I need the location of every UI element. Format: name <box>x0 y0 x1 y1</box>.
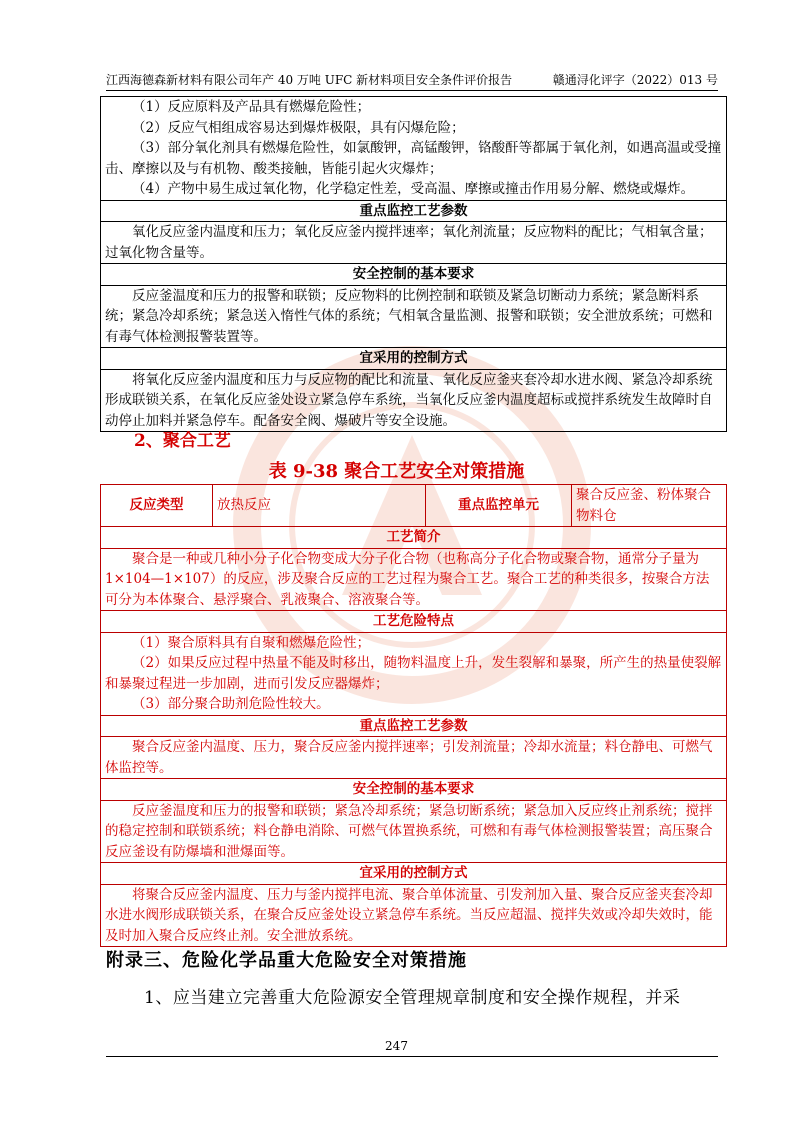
table-row <box>101 222 727 264</box>
polymerization-process-table <box>100 484 727 947</box>
section-heading-cell: 重点监控工艺参数 <box>101 715 727 737</box>
section-heading-cell: 重点监控工艺参数 <box>101 200 727 222</box>
section-heading-cell: 宜采用的控制方式 <box>101 863 727 885</box>
table-row <box>101 285 727 348</box>
table-row <box>101 369 727 432</box>
param-cell <box>101 737 727 779</box>
hazard-item: （1）聚合原料具有自聚和燃爆危险性； <box>132 634 371 651</box>
intro-cell <box>101 548 727 611</box>
table-row <box>101 200 727 222</box>
body-paragraph: 1、应当建立完善重大危险源安全管理规章制度和安全操作规程，并采 <box>144 988 681 1008</box>
page-header <box>106 72 718 91</box>
reaction-type-value: 放热反应 <box>213 485 426 527</box>
table-row <box>101 800 727 863</box>
appendix-heading: 附录三、危险化学品重大危险安全对策措施 <box>106 950 467 971</box>
table-row <box>101 884 727 947</box>
hazard-cell <box>101 632 727 715</box>
table-row <box>101 264 727 286</box>
section-heading-cell: 工艺危险特点 <box>101 611 727 633</box>
intro-text: 聚合是一种或几种小分子化合物变成大分子化合物（也称高分子化合物或聚合物，通常分子量为1×104—1×107）的反应，涉及聚合反应的工艺过程为聚合工艺。聚合工艺的种类很多，按聚合方法可分为本体聚合、悬浮聚合、乳液聚合、溶液聚合等。 <box>105 550 710 608</box>
hazard-cell <box>101 97 727 201</box>
control-cell <box>101 369 727 432</box>
hazard-item: （3）部分聚合助剂危险性较大。 <box>132 696 330 712</box>
monitoring-unit-value: 聚合反应釜、粉体聚合物料仓 <box>572 485 727 527</box>
table-row <box>101 485 727 527</box>
monitoring-unit-label: 重点监控单元 <box>426 485 572 527</box>
hazard-item: （1）反应原料及产品具有燃爆危险性； <box>132 99 371 115</box>
hazard-item: （2）反应气相组成容易达到爆炸极限，具有闪爆危险； <box>132 119 465 136</box>
control-cell <box>101 884 727 947</box>
table-row <box>101 737 727 779</box>
control-text: 将聚合反应釜内温度、压力与釜内搅拌电流、聚合单体流量、引发剂加入量、聚合反应釜夹套冷却水进水阀形成联锁关系，在聚合反应釜处设立紧急停车系统。当反应超温、搅拌失效或冷却失效时，能及时加入聚合反应终止剂。安全泄放系统。 <box>105 886 713 944</box>
section-heading: 2、聚合工艺 <box>134 431 231 451</box>
safety-cell <box>101 285 727 348</box>
section-heading-cell: 安全控制的基本要求 <box>101 779 727 801</box>
table-row <box>101 548 727 611</box>
hazard-item: （3）部分氧化剂具有燃爆危险性，如氯酸钾，高锰酸钾，铬酸酐等都属于氧化剂，如遇高温或受撞击、摩擦以及与有机物、酸类接触，皆能引起火灾爆炸； <box>105 140 722 177</box>
page-number: 247 <box>385 1039 408 1053</box>
table-row <box>101 611 727 633</box>
table-row <box>101 779 727 801</box>
table-row <box>101 863 727 885</box>
safety-text: 反应釜温度和压力的报警和联锁；紧急冷却系统；紧急切断系统；紧急加入反应终止剂系统；搅拌的稳定控制和联锁系统；料仓静电消除、可燃气体置换系统，可燃和有毒气体检测报警装置；高压聚合反应釜设有防爆墙和泄爆面等。 <box>105 802 713 860</box>
section-heading-cell: 安全控制的基本要求 <box>101 264 727 286</box>
control-text: 将氧化反应釜内温度和压力与反应物的配比和流量、氧化反应釜夹套冷却水进水阀、紧急冷却系统形成联锁关系，在氧化反应釜处设立紧急停车系统，当氧化反应釜内温度超标或搅拌系统发生故障时自动停止加料并紧急停车。配备安全阀、爆破片等安全设施。 <box>105 371 713 429</box>
safety-text: 反应釜温度和压力的报警和联锁；反应物料的比例控制和联锁及紧急切断动力系统；紧急断料系统；紧急冷却系统；紧急送入惰性气体的系统；气相氧含量监测、报警和联锁；安全泄放系统；可燃和有毒气体检测报警装置等。 <box>105 287 713 345</box>
table-row <box>101 348 727 370</box>
hazard-item: （4）产物中易生成过氧化物，化学稳定性差，受高温、摩擦或撞击作用易分解、燃烧或爆炸。 <box>132 181 695 197</box>
table-title: 表 9-38 聚合工艺安全对策措施 <box>268 461 525 482</box>
footer-divider <box>106 1056 718 1057</box>
table-row <box>101 715 727 737</box>
safety-cell <box>101 800 727 863</box>
section-heading-cell: 工艺简介 <box>101 527 727 549</box>
table-row <box>101 527 727 549</box>
param-text: 氧化反应釜内温度和压力；氧化反应釜内搅拌速率；氧化剂流量；反应物料的配比；气相氧含量；过氧化物含量等。 <box>105 224 713 261</box>
param-text: 聚合反应釜内温度、压力，聚合反应釜内搅拌速率；引发剂流量；冷却水流量；料仓静电、可燃气体监控等。 <box>105 739 713 776</box>
table-row <box>101 632 727 715</box>
oxidation-process-table <box>100 96 727 432</box>
param-cell <box>101 222 727 264</box>
header-report-number: 赣通浔化评字（2022）013 号 <box>552 73 718 87</box>
hazard-item: （2）如果反应过程中热量不能及时移出，随物料温度上升，发生裂解和暴聚，所产生的热量使裂解和暴聚过程进一步加剧，进而引发反应器爆炸； <box>105 655 722 692</box>
header-title: 江西海德森新材料有限公司年产 40 万吨 UFC 新材料项目安全条件评价报告 <box>106 73 513 87</box>
table-row <box>101 97 727 201</box>
reaction-type-label: 反应类型 <box>101 485 213 527</box>
section-heading-cell: 宜采用的控制方式 <box>101 348 727 370</box>
